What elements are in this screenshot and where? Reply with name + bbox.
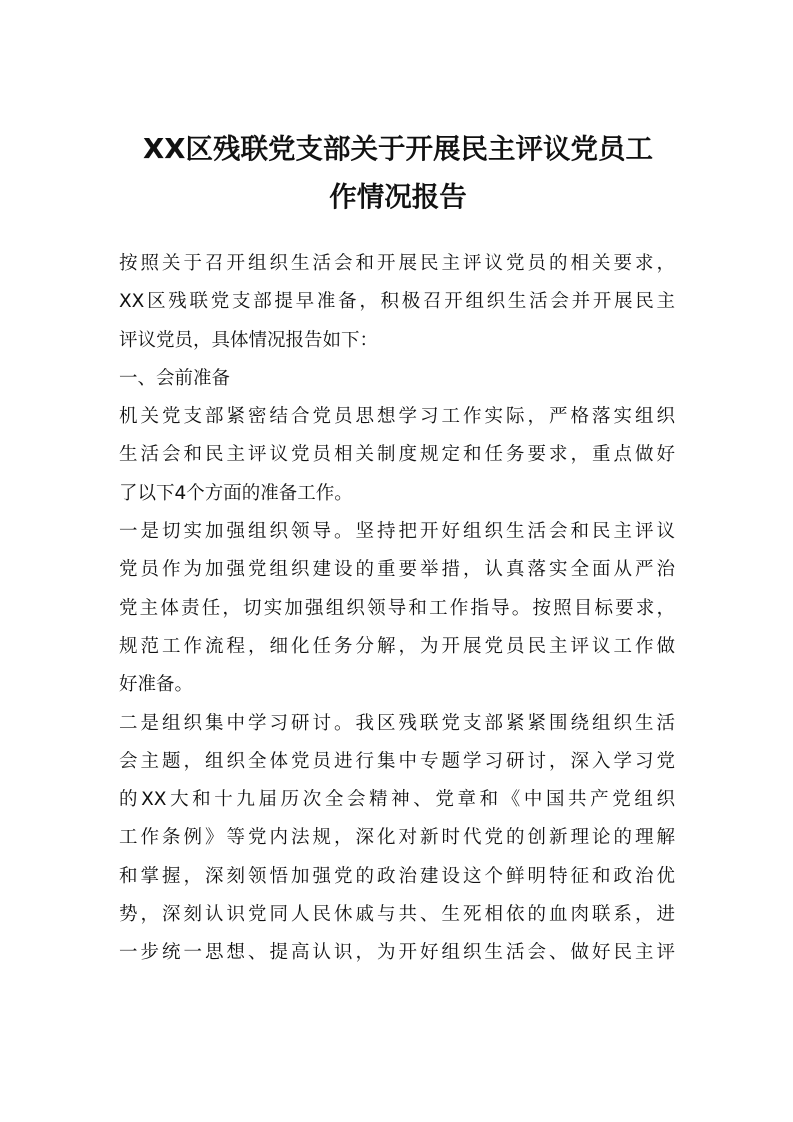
body-text-line: 和掌握，深刻领悟加强党的政治建设这个鲜明特征和政治优: [119, 865, 675, 887]
body-text-line: 势，深刻认识党同人民休戚与共、生死相依的血肉联系，进: [119, 904, 675, 926]
body-text-line: 一是切实加强组织领导。坚持把开好组织生活会和民主评议: [119, 521, 675, 543]
body-text-line: 了以下4个方面的准备工作。: [119, 482, 353, 504]
body-text-line: 会主题，组织全体党员进行集中专题学习研讨，深入学习党: [119, 750, 675, 772]
body-text-line: 工作条例》等党内法规，深化对新时代党的创新理论的理解: [119, 827, 675, 849]
body-text-line: 一步统一思想、提高认识，为开好组织生活会、做好民主评: [119, 942, 675, 964]
body-text-line: 二是组织集中学习研讨。我区残联党支部紧紧围绕组织生活: [119, 712, 675, 734]
body-text-line: XX区残联党支部提早准备，积极召开组织生活会并开展民主: [119, 291, 675, 313]
body-text-line: 评议党员，具体情况报告如下：: [119, 329, 379, 351]
body-text-line: 一、会前准备: [119, 367, 231, 389]
body-text-line: 党主体责任，切实加强组织领导和工作指导。按照目标要求，: [119, 597, 675, 619]
body-text-line: 按照关于召开组织生活会和开展民主评议党员的相关要求，: [119, 253, 675, 274]
document-title: [118, 125, 678, 221]
document-body: [119, 245, 675, 973]
body-text-line: 的XX大和十九届历次全会精神、党章和《中国共产党组织: [119, 789, 675, 811]
body-text-line: 生活会和民主评议党员相关制度规定和任务要求，重点做好: [119, 444, 675, 466]
body-text-line: 规范工作流程，细化任务分解，为开展党员民主评议工作做: [119, 635, 675, 657]
title-line: 作情况报告: [329, 181, 467, 213]
body-text-line: 党员作为加强党组织建设的重要举措，认真落实全面从严治: [119, 559, 675, 581]
title-line: XX区残联党支部关于开展民主评议党员工: [143, 133, 653, 165]
body-text-line: 机关党支部紧密结合党员思想学习工作实际，严格落实组织: [119, 406, 675, 428]
body-text-line: 好准备。: [119, 674, 194, 696]
